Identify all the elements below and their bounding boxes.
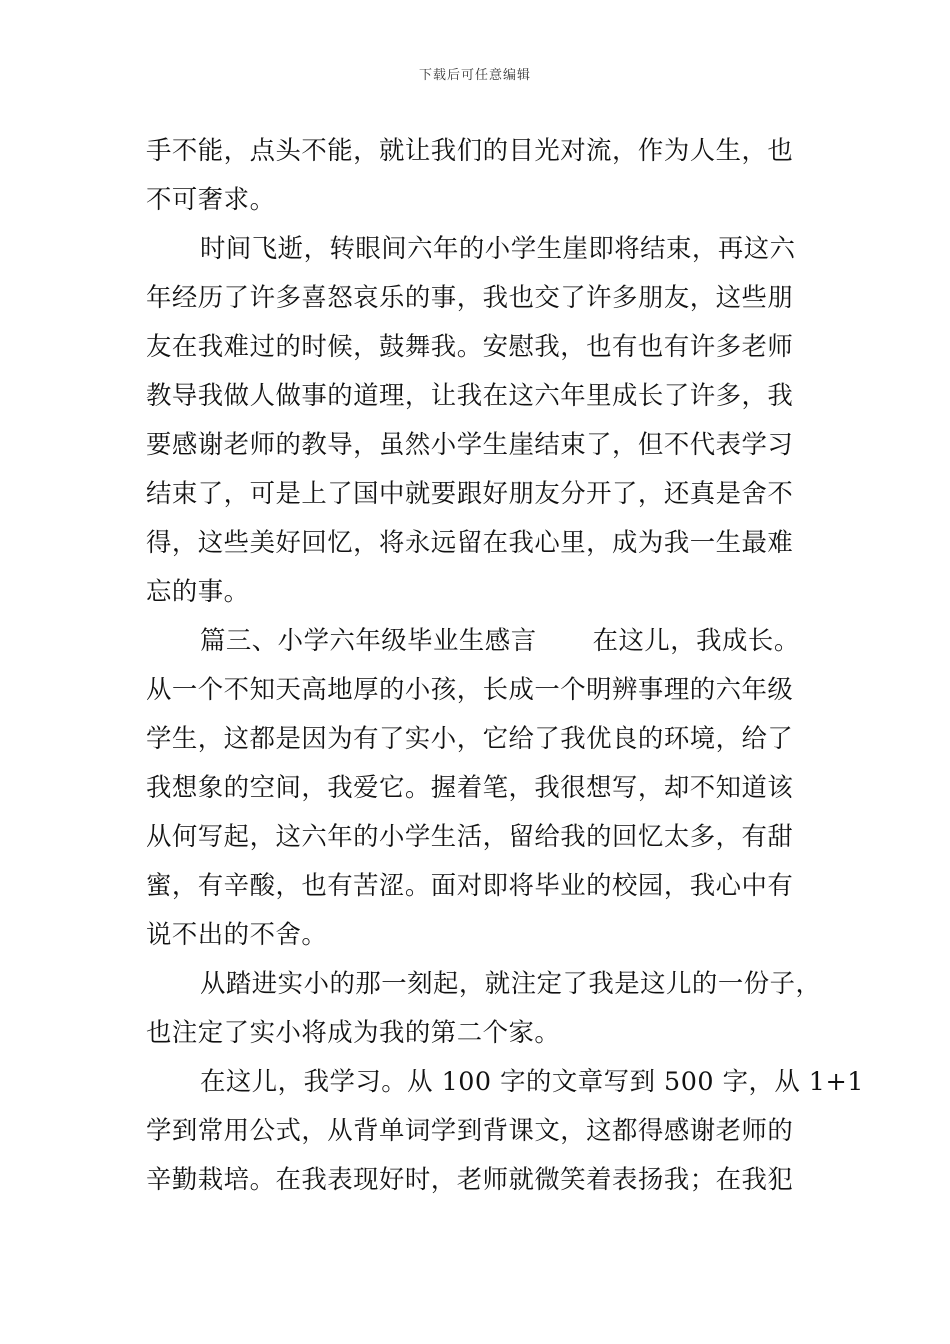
text-line: 蜜，有辛酸，也有苦涩。面对即将毕业的校园，我心中有 <box>146 870 794 900</box>
text-line: 从踏进实小的那一刻起，就注定了我是这儿的一份子， <box>200 968 822 998</box>
text-line: 得，这些美好回忆，将永远留在我心里，成为我一生最难 <box>146 527 794 557</box>
text-line: 学生，这都是因为有了实小，它给了我优良的环境，给了 <box>146 723 794 753</box>
section-opening: 在这儿，我成长。 <box>592 625 800 655</box>
text-line: 结束了，可是上了国中就要跟好朋友分开了，还真是舍不 <box>146 478 794 508</box>
section-heading-line <box>146 616 816 665</box>
text-line: 也注定了实小将成为我的第二个家。 <box>146 1017 561 1047</box>
text-line: 忘的事。 <box>146 576 250 606</box>
text-line: 年经历了许多喜怒哀乐的事，我也交了许多朋友，这些朋 <box>146 282 794 312</box>
text-line: 教导我做人做事的道理，让我在这六年里成长了许多，我 <box>146 380 794 410</box>
text-line: 说不出的不舍。 <box>146 919 328 949</box>
section-heading: 篇三、小学六年级毕业生感言 <box>200 625 537 655</box>
text-line: 时间飞逝，转眼间六年的小学生崖即将结束，再这六 <box>200 233 796 263</box>
text-line: 手不能，点头不能，就让我们的目光对流，作为人生，也 <box>146 135 794 165</box>
text-line: 辛勤栽培。在我表现好时，老师就微笑着表扬我；在我犯 <box>146 1164 794 1194</box>
text-line: 在这儿，我学习。从 100 字的文章写到 500 字，从 1+1 <box>200 1066 864 1096</box>
text-line: 友在我难过的时候，鼓舞我。安慰我，也有也有许多老师 <box>146 331 794 361</box>
text-line: 从何写起，这六年的小学生活，留给我的回忆太多，有甜 <box>146 821 794 851</box>
text-line: 不可奢求。 <box>146 184 276 214</box>
text-line: 学到常用公式，从背单词学到背课文，这都得感谢老师的 <box>146 1115 794 1145</box>
text-line: 从一个不知天高地厚的小孩，长成一个明辨事理的六年级 <box>146 674 794 704</box>
body-text <box>146 126 864 1204</box>
page-header: 下载后可任意编辑 <box>418 68 531 83</box>
text-line: 要感谢老师的教导，虽然小学生崖结束了，但不代表学习 <box>146 429 794 459</box>
text-line: 我想象的空间，我爱它。握着笔，我很想写，却不知道该 <box>146 772 794 802</box>
